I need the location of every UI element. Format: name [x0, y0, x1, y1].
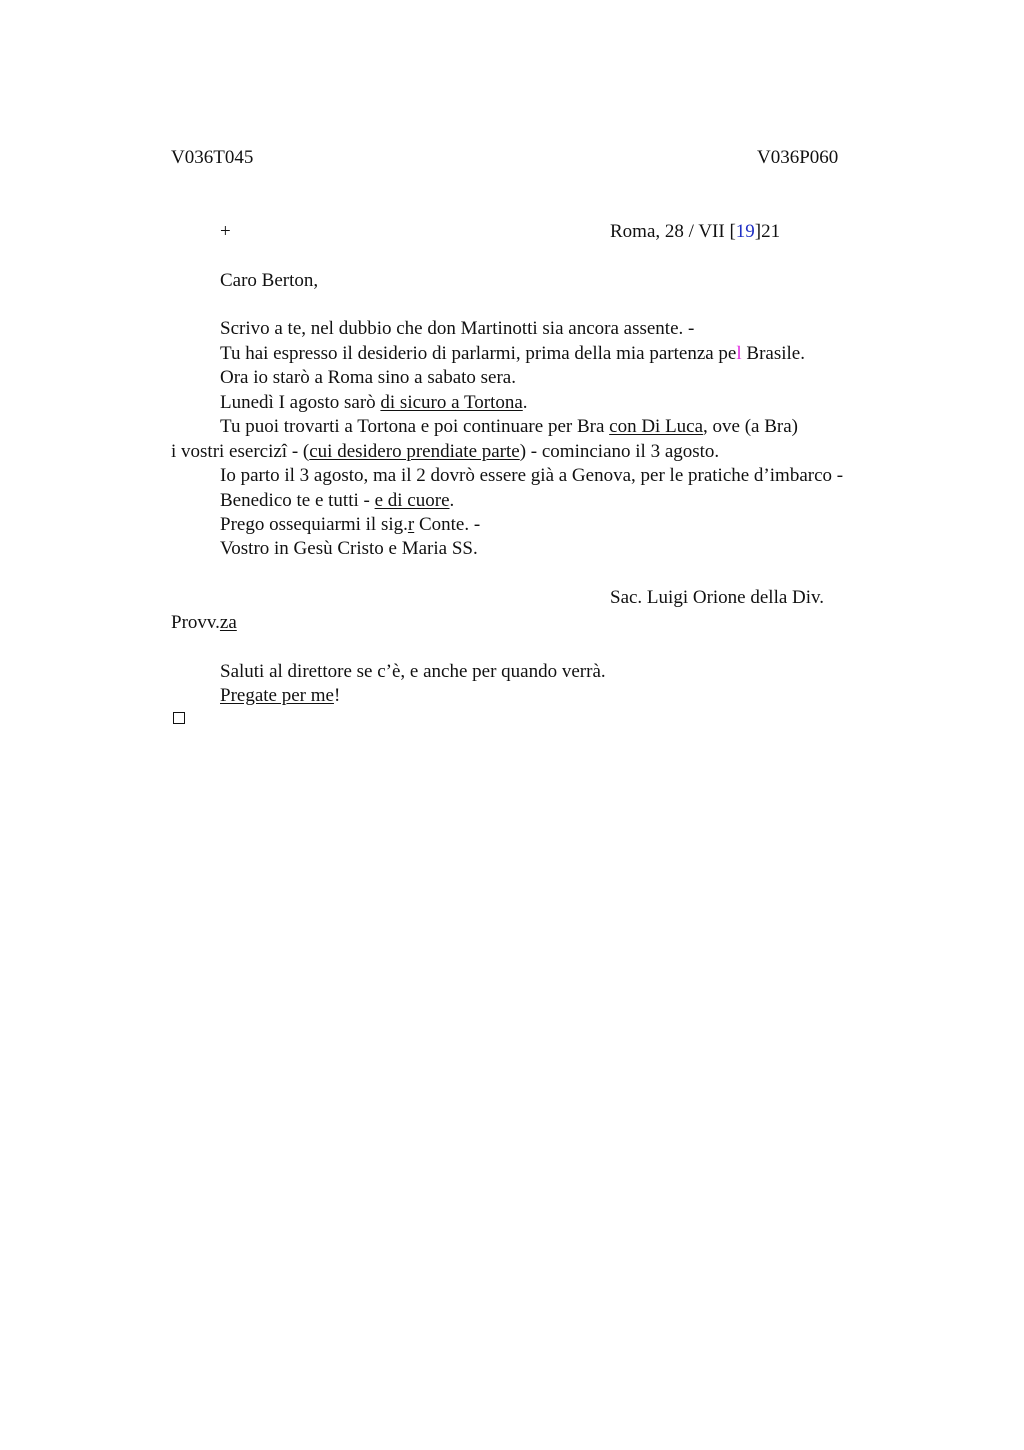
body-line-9-end: Conte. -	[414, 514, 481, 535]
document-code-right: V036P060	[757, 147, 839, 168]
date-suffix: ]21	[754, 221, 781, 242]
body-line-9-text: Prego ossequiarmi il sig.	[220, 514, 408, 535]
date-prefix: Roma, 28 / VII [	[610, 221, 736, 242]
body-line-8-end: .	[449, 490, 455, 511]
underlined-phrase: di sicuro a Tortona	[380, 392, 523, 413]
underlined-letter: r	[407, 514, 415, 535]
underlined-suffix: za	[219, 612, 237, 633]
editorial-mark: l	[736, 343, 742, 364]
body-line-5	[220, 415, 798, 439]
body-line-8-text: Benedico te e tutti -	[220, 490, 375, 511]
body-line-2-text: Tu hai espresso il desiderio di parlarmi, prima della mia partenza pe	[220, 343, 737, 364]
postscript-end: !	[333, 685, 341, 706]
postscript-line-2	[220, 684, 340, 708]
document-code-left: V036T045	[171, 147, 254, 168]
body-line-5-end: , ove (a Bra)	[703, 416, 799, 437]
body-line-9	[220, 513, 480, 537]
body-line-6-text: i vostri esercizî	[171, 441, 288, 462]
cross-symbol: +	[220, 221, 231, 242]
body-line-4-end: .	[522, 392, 528, 413]
closing-line: Vostro in Gesù Cristo e Maria SS.	[220, 538, 478, 559]
body-line-8	[220, 489, 454, 513]
body-line-3: Ora io starò a Roma sino a sabato sera.	[220, 367, 516, 388]
end-square-icon	[173, 712, 185, 724]
body-line-4-text: Lunedì I agosto sarò	[220, 392, 381, 413]
body-line-6-paren: - (	[287, 441, 310, 462]
body-line-4	[220, 391, 528, 415]
signature-abbrev: Provv.	[171, 612, 220, 633]
body-line-2	[220, 342, 805, 366]
underlined-phrase: con Di Luca	[609, 416, 704, 437]
body-line-7: Io parto il 3 agosto, ma il 2 dovrò essere già a Genova, per le pratiche d’imbarco -	[220, 465, 844, 486]
body-line-6	[171, 440, 719, 464]
underlined-phrase: cui desidero prendiate parte	[309, 441, 520, 462]
salutation: Caro Berton,	[220, 270, 319, 291]
underlined-phrase: e di cuore	[374, 490, 450, 511]
body-line-2-end: Brasile.	[741, 343, 805, 364]
signature-line-1: Sac. Luigi Orione della Div.	[610, 587, 825, 608]
body-line-5-text: Tu puoi trovarti a Tortona e poi continuare per Bra	[220, 416, 610, 437]
signature-line-2	[171, 611, 237, 635]
body-line-6-end: ) - cominciano il 3 agosto.	[519, 441, 720, 462]
underlined-phrase: Pregate per me	[220, 685, 334, 706]
body-line-1: Scrivo a te, nel dubbio che don Martinotti sia ancora assente. -	[220, 318, 695, 339]
postscript-line-1: Saluti al direttore se c’è, e anche per quando verrà.	[220, 661, 606, 682]
letter-date	[610, 220, 780, 244]
date-century-editorial: 19	[735, 221, 755, 242]
